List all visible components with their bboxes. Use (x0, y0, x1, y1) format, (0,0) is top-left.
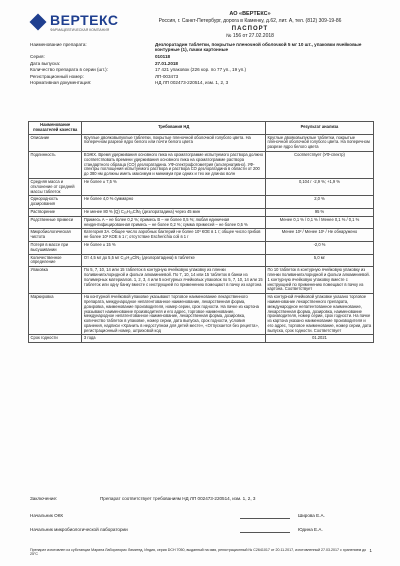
table-row (29, 241, 374, 254)
row-result: 95 % (265, 208, 373, 216)
logo-mark-icon (30, 14, 47, 31)
signature-name: Юдина Е.А. (298, 527, 323, 532)
row-result: На контурной ячейковой упаковке указано торговое наименование лекарственного препарата, международное непатентованное наименование, лекарственная форма, дозировка, наименование производителя, номер серии, срок годности. На пачке из картона указано наименование производителя и его адрес, торговое наименование, номер серии, дата выпуска, срок годности. Соответствует (265, 294, 373, 335)
table-row (29, 216, 374, 229)
page-number: 1 (369, 548, 372, 553)
info-row (30, 80, 380, 85)
table-row (29, 178, 374, 195)
row-requirement: Примесь А – не более 0,2 %; примесь В – не более 0,5 %; любая единичная неидентифицированная примесь – не более 0,2 %; сумма примесей – не более 0,5 % (82, 216, 266, 229)
info-row (30, 54, 380, 59)
row-result: Менее 0,1 % / 0,1 % / Менее 0,1 % / 0,1 % (265, 216, 373, 229)
info-row (30, 42, 380, 53)
table-row (29, 208, 374, 216)
conclusion-row (30, 496, 380, 501)
logo-name: ВЕРТЕКС (50, 12, 119, 28)
info-label: Количество препарата в серии (шт.): (30, 67, 108, 73)
row-result: -2,0 % (265, 241, 373, 254)
row-result: 01.2021 (265, 335, 373, 343)
table-row (29, 134, 374, 151)
row-name: Средняя масса и отклонение от средней массы таблеток (29, 178, 82, 195)
row-name: Родственные примеси (29, 216, 82, 229)
row-result: 5,0 мг (265, 254, 373, 267)
conclusion (30, 496, 380, 501)
row-name: Микробиологическая чистота (29, 229, 82, 242)
conclusion-value: Препарат соответствует требованиям НД ЛП 002473-220514, изм. 1, 2, 3 (100, 496, 256, 501)
info-value: 17 421 упаковок (226 кор. по 77 уп., 19 уп.) (155, 67, 247, 73)
info-label: Нормативная документация: (30, 80, 92, 86)
row-requirement: От 4,5 мг до 5,5 мг C₁₉H₁₉ClN₂ (дезлоратадина) в таблетке (82, 254, 266, 267)
row-result: Соответствует (УФ-спектр) (265, 151, 373, 178)
row-result: Круглые двояковыпуклые таблетки, покрытые пленочной оболочкой голубого цвета. На поперечном разрезе ядро белого цвета (265, 134, 373, 151)
info-value: ЛП-003473 (155, 73, 179, 79)
table-row (29, 229, 374, 242)
table-row (29, 267, 374, 294)
info-label: Дата выпуска: (30, 60, 61, 66)
row-result: 2,0 % (265, 196, 373, 209)
row-result: По 10 таблеток в контурную ячейковую упаковку из пленки поливинилхлоридной и фольги алюминиевой. 1 контурную ячейковую упаковку вместе с инструкцией по применению помещают в пачку из картона. Соответствует (265, 267, 373, 294)
row-requirement: Круглые двояковыпуклые таблетки, покрытые пленочной оболочкой голубого цвета. На поперечном разрезе ядро белого или почти белого цвета (82, 134, 266, 151)
row-name: Подлинность (29, 151, 82, 178)
row-requirement: На контурной ячейковой упаковке указывают торговое наименование лекарственного препарата, международное непатентованное наименование, лекарственная форма, дозировка, наименование производителя, номер серии, срок годности. На пачке из картона указывают наименование производителя и его адрес, торговое наименование, международное непатентованное наименование, лекарственная форма, дозировка, количество таблеток в упаковке, номер серии, дата выпуска, срок годности, условия хранения, надписи «Хранить в недоступном для детей месте», «Отпускается без рецепта», регистрационный номер, штриховой код (82, 294, 266, 335)
row-name: Срок годности (29, 335, 82, 343)
row-result: 0,104 г -2,9 %; +1,9 % (265, 178, 373, 195)
table-row (29, 294, 374, 335)
table-header-row (29, 122, 374, 135)
row-requirement: Категория 3А. Общее число аэробных бактерий не более 10³ КОЕ в 1 г; общее число грибов не более 10² КОЕ в 1 г; отсутствие Escherichia coli в 1 г (82, 229, 266, 242)
document-number: № 156 от 27.02.2018 (226, 33, 274, 39)
row-name: Количественное определение (29, 254, 82, 267)
product-info (30, 42, 380, 87)
info-row (30, 61, 380, 66)
document-title: ПАСПОРТ (231, 26, 269, 32)
table-row (29, 335, 374, 343)
row-name: Маркировка (29, 294, 82, 335)
signature-microbiology (30, 527, 370, 532)
column-header: Наименование показателей качества (29, 122, 82, 135)
header-company: АО «ВЕРТЕКС» (229, 11, 271, 17)
info-row (30, 74, 380, 79)
table-row (29, 196, 374, 209)
row-name: Описание (29, 134, 82, 151)
header-address: Россия, г. Санкт-Петербург, дорога в Каменку, д.62, лит. А, тел. (812) 309-19-86 (158, 18, 342, 24)
row-requirement: Не более ± 15 % (82, 241, 266, 254)
row-requirement: 3 года (82, 335, 266, 343)
column-header: Требования НД (82, 122, 266, 135)
row-requirement: ВЭЖХ. Время удерживания основного пика на хроматограмме испытуемого раствора должно соответствовать времени удерживания основного пика на хроматограмме раствора стандартного образца (СО) дезлоратадина. УФ-спектрофотометрия (альтернативно). УФ-спектры поглощения испытуемого раствора и раствора СО дезлоратадина в области от 200 до 380 нм должны иметь максимум и минимум при одних и тех же длинах волн (82, 151, 266, 178)
info-value: Дезлоратадин таблетки, покрытые пленочной оболочкой 5 мг 10 шт., упаковки ячейковые контурные (1), пачки картонные (155, 42, 362, 53)
signature-okk (30, 513, 370, 518)
row-requirement: Не более ± 7,5 % (82, 178, 266, 195)
row-requirement: Не более 4,0 % суммарно (82, 196, 266, 209)
table-row (29, 151, 374, 178)
info-label: Серия: (30, 54, 45, 59)
signature-name: Широва Е.А. (298, 513, 325, 518)
row-name: Однородность дозирования (29, 196, 82, 209)
table-row (29, 254, 374, 267)
row-name: Потеря в массе при высушивании (29, 241, 82, 254)
info-label: Регистрационный номер: (30, 73, 84, 79)
info-value: 010118 (155, 54, 171, 59)
info-row (30, 67, 380, 72)
row-requirement: Не менее 80 % (Q) C₁₉H₁₉ClN₂ (дезлоратадина) через 45 мин (82, 208, 266, 216)
info-value: 27.01.2018 (155, 60, 178, 66)
row-result: Менее 10² / Менее 10¹ / Не обнаружено (265, 229, 373, 242)
info-label: Наименование препарата: (30, 42, 87, 47)
logo-tagline: ФАРМАЦЕВТИЧЕСКАЯ КОМПАНИЯ (50, 28, 110, 32)
row-requirement: По 5, 7, 10, 14 или 15 таблеток в контурную ячейковую упаковку из пленки поливинилхлоридной и фольги алюминиевой. По 7, 10, 14 или 15 таблеток в банки из полимерных материалов. 1, 2, 3, 4 или 5 контурных ячейковых упаковок по 5, 7, 10, 14 или 15 таблеток или одну банку вместе с инструкцией по применению помещают в пачку из картона (82, 267, 266, 294)
signature-role: Начальник ОКК (30, 513, 64, 518)
row-name: Упаковка (29, 267, 82, 294)
signature-role: Начальник микробиологической лаборатории (30, 527, 128, 532)
signature-line (240, 532, 290, 533)
signature-line (240, 518, 290, 519)
quality-table (28, 121, 374, 343)
row-name: Растворение (29, 208, 82, 216)
conclusion-label: Заключение: (30, 496, 58, 501)
info-value: НД ЛП 002473-220514, изм. 1, 2, 3 (155, 80, 229, 86)
column-header: Результат анализа (265, 122, 373, 135)
substance-note: Препарат изготовлен из субстанции Марина Лабораторис Лимитед, Индия, серия DCH 7050, выданный на имя, регистрационный № С2641017 от 20.11.2017, изготовленный 27.03.2017 с хранением до 25°С (30, 548, 367, 557)
